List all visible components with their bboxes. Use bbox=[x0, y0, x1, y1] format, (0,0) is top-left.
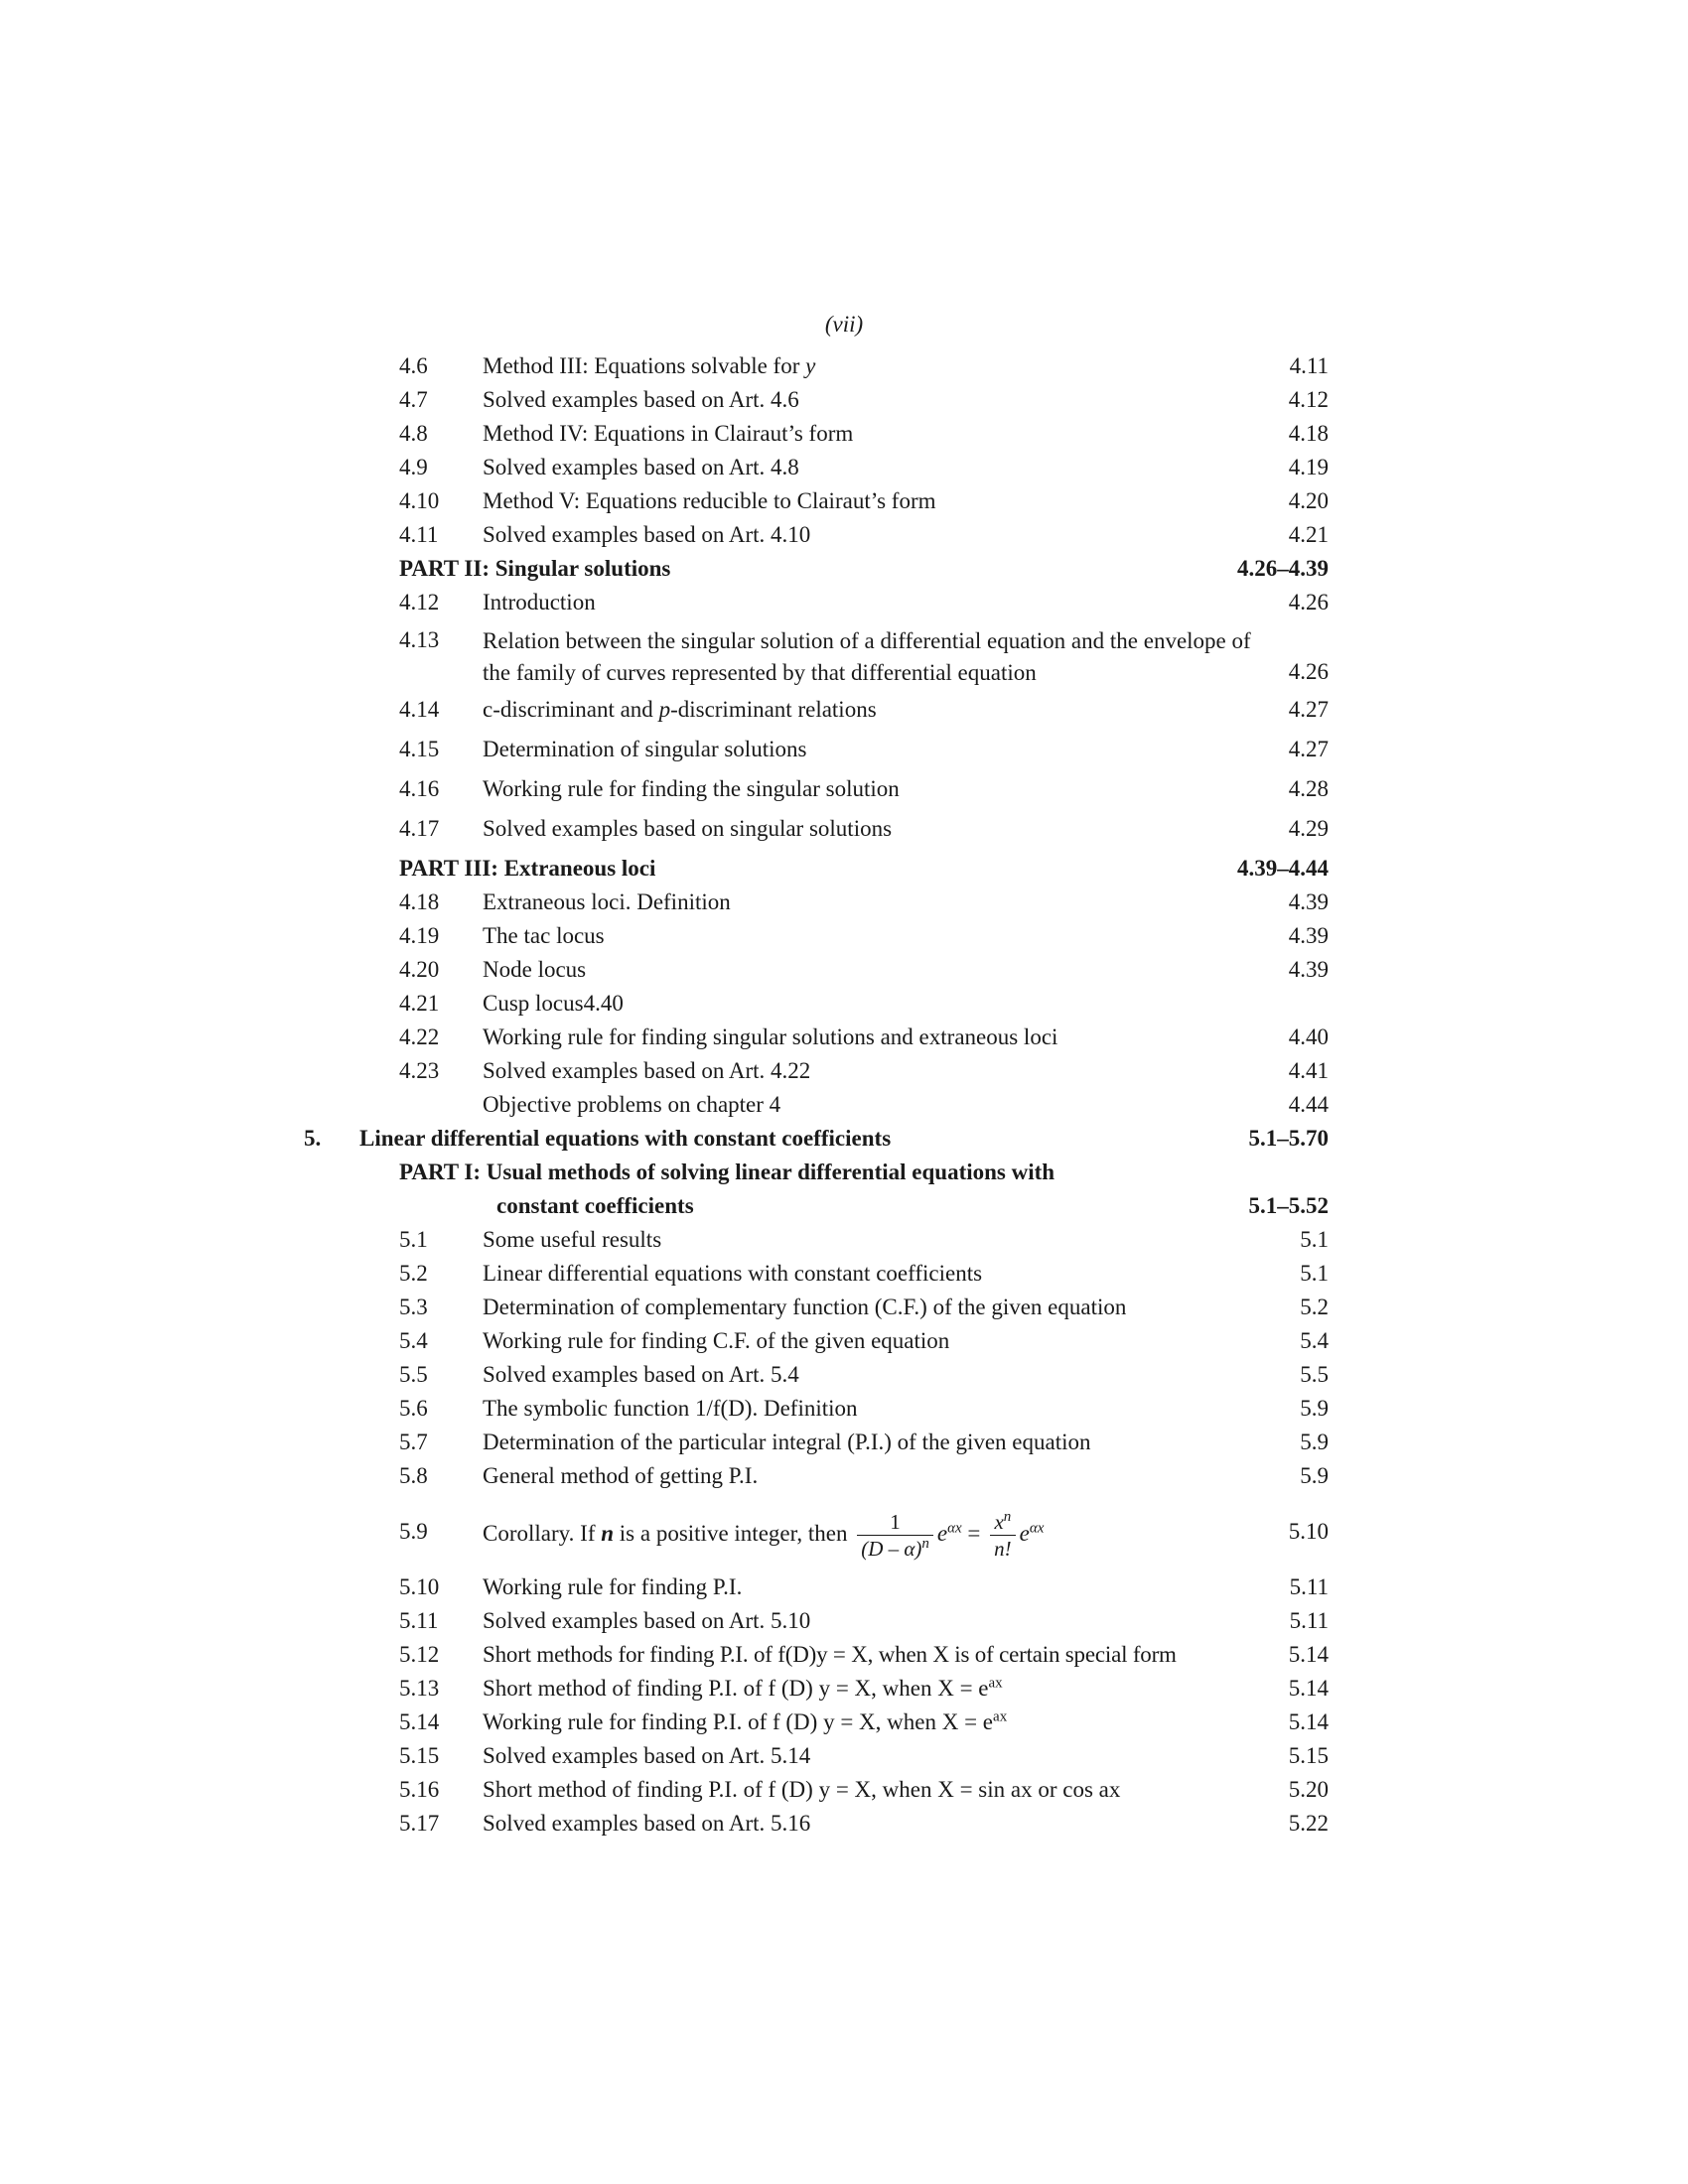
page-ref: 4.40 bbox=[1288, 1024, 1329, 1049]
part-heading bbox=[359, 1158, 1329, 1191]
section-number: 4.21 bbox=[399, 991, 440, 1016]
page-ref: 4.21 bbox=[1288, 522, 1329, 547]
section-title bbox=[483, 1707, 1273, 1737]
section-number: 4.23 bbox=[399, 1058, 440, 1083]
page-ref: 4.18 bbox=[1288, 421, 1329, 446]
section-number: 5.8 bbox=[399, 1463, 428, 1488]
section-number: 5.4 bbox=[399, 1328, 428, 1353]
section-title: Method V: Equations reducible to Clairaut’s form bbox=[483, 488, 936, 513]
fraction-denominator: n! bbox=[994, 1537, 1012, 1562]
page-ref: 5.9 bbox=[1300, 1396, 1329, 1421]
page-ref: 4.12 bbox=[1288, 387, 1329, 412]
toc-entry bbox=[359, 625, 1329, 689]
section-number: 5.5 bbox=[399, 1362, 428, 1387]
chapter-number: 5. bbox=[304, 1126, 322, 1151]
page-ref: 4.41 bbox=[1288, 1058, 1329, 1083]
section-title: Solved examples based on Art. 5.14 bbox=[483, 1743, 811, 1768]
toc-entry bbox=[359, 695, 1329, 735]
toc-entry bbox=[359, 351, 1329, 385]
part-heading bbox=[359, 554, 1329, 588]
toc-entry bbox=[359, 989, 1329, 1023]
section-number: 4.17 bbox=[399, 816, 440, 841]
section-title: Solved examples based on Art. 5.4 bbox=[483, 1362, 799, 1387]
section-title: Solved examples based on Art. 4.8 bbox=[483, 455, 799, 479]
section-title: The symbolic function 1/f(D). Definition bbox=[483, 1396, 858, 1421]
exponent: ax bbox=[988, 1675, 1003, 1692]
section-number: 4.13 bbox=[399, 627, 440, 652]
section-number: 4.18 bbox=[399, 889, 440, 914]
exp-base: e bbox=[1019, 1521, 1030, 1546]
section-number: 5.3 bbox=[399, 1295, 428, 1319]
fraction-denominator bbox=[857, 1536, 933, 1562]
exponent: αx bbox=[947, 1520, 962, 1537]
section-title-text: c-discriminant and bbox=[483, 697, 659, 722]
section-title: Extraneous loci. Definition bbox=[483, 889, 731, 914]
section-title: Solved examples based on Art. 4.10 bbox=[483, 522, 811, 547]
page-ref: 4.44 bbox=[1288, 1092, 1329, 1117]
section-title-text: is a positive integer, then bbox=[614, 1521, 848, 1546]
page-ref: 5.14 bbox=[1288, 1642, 1329, 1667]
section-title: Short methods for finding P.I. of f(D)y = X, when X is of certain special form bbox=[483, 1642, 1177, 1667]
page-ref: 5.11 bbox=[1289, 1608, 1329, 1633]
toc-entry bbox=[359, 1394, 1329, 1428]
part-title: constant coefficients bbox=[496, 1193, 694, 1218]
section-number: 5.12 bbox=[399, 1642, 440, 1667]
section-title-text: Working rule for finding P.I. of f (D) y = X, when X = e bbox=[483, 1709, 994, 1734]
part-title: PART II: Singular solutions bbox=[399, 556, 671, 581]
page-ref: 4.26 bbox=[1288, 659, 1329, 684]
toc-entry bbox=[359, 453, 1329, 486]
section-number: 4.14 bbox=[399, 697, 440, 722]
page-ref: 5.20 bbox=[1288, 1777, 1329, 1802]
toc-entry bbox=[359, 1023, 1329, 1056]
section-title: Cusp locus4.40 bbox=[483, 991, 624, 1016]
exp-term bbox=[1020, 1521, 1045, 1546]
toc-entry bbox=[359, 887, 1329, 921]
page-ref: 4.11 bbox=[1289, 353, 1329, 378]
section-number: 4.11 bbox=[399, 522, 439, 547]
section-title-text: Short method of finding P.I. of f (D) y = X, when X = e bbox=[483, 1676, 989, 1701]
section-title: Working rule for finding singular solutions and extraneous loci bbox=[483, 1024, 1058, 1049]
page-range: 5.1–5.70 bbox=[1248, 1126, 1329, 1151]
section-number: 4.20 bbox=[399, 957, 440, 982]
section-number: 4.22 bbox=[399, 1024, 440, 1049]
fraction-numerator: 1 bbox=[857, 1509, 933, 1536]
section-title: Short method of finding P.I. of f (D) y = X, when X = sin ax or cos ax bbox=[483, 1777, 1121, 1802]
section-title: Determination of the particular integral (P.I.) of the given equation bbox=[483, 1430, 1091, 1454]
page-ref: 5.5 bbox=[1300, 1362, 1329, 1387]
toc-entry bbox=[359, 1428, 1329, 1461]
numerator-text: x bbox=[994, 1510, 1004, 1535]
part-title: PART III: Extraneous loci bbox=[399, 856, 656, 881]
section-title: Solved examples based on singular solutions bbox=[483, 816, 893, 841]
exponent: ax bbox=[993, 1708, 1008, 1725]
denominator-text: (D – α) bbox=[861, 1537, 922, 1562]
section-number: 5.15 bbox=[399, 1743, 440, 1768]
page-ref: 4.28 bbox=[1288, 776, 1329, 801]
section-title: Determination of complementary function (C.F.) of the given equation bbox=[483, 1295, 1127, 1319]
page-number: (vii) bbox=[824, 312, 864, 337]
chapter-heading bbox=[304, 1124, 1329, 1158]
section-number: 4.7 bbox=[399, 387, 428, 412]
toc-entry bbox=[359, 1259, 1329, 1293]
toc-entry bbox=[359, 486, 1329, 520]
toc-entry-formula bbox=[359, 1495, 1329, 1572]
page-ref: 5.9 bbox=[1300, 1430, 1329, 1454]
page-ref: 5.4 bbox=[1300, 1328, 1329, 1353]
part-title: PART I: Usual methods of solving linear differential equations with bbox=[399, 1160, 1055, 1184]
toc-entry bbox=[359, 1707, 1329, 1741]
fraction-numerator bbox=[990, 1509, 1016, 1536]
section-number: 5.2 bbox=[399, 1261, 428, 1286]
toc-entry bbox=[359, 921, 1329, 955]
toc-entry bbox=[359, 1056, 1329, 1090]
page-ref: 4.26 bbox=[1288, 590, 1329, 614]
toc-entry bbox=[359, 1572, 1329, 1606]
math-variable: p bbox=[658, 697, 671, 722]
section-title: The tac locus bbox=[483, 923, 605, 948]
page-range: 5.1–5.52 bbox=[1248, 1193, 1329, 1218]
section-number: 5.17 bbox=[399, 1811, 440, 1836]
section-title: Working rule for finding the singular solution bbox=[483, 776, 900, 801]
page-ref: 4.19 bbox=[1288, 455, 1329, 479]
page-ref: 5.22 bbox=[1288, 1811, 1329, 1836]
section-title-text: -discriminant relations bbox=[670, 697, 877, 722]
toc-entry bbox=[359, 520, 1329, 554]
page-ref: 4.39 bbox=[1288, 923, 1329, 948]
math-variable: y bbox=[805, 353, 816, 378]
toc-entry bbox=[359, 1326, 1329, 1360]
section-title-text: Method III: Equations solvable for bbox=[483, 353, 806, 378]
section-title-text: Corollary. If bbox=[483, 1521, 602, 1546]
section-number: 4.6 bbox=[399, 353, 428, 378]
page-ref: 4.39 bbox=[1288, 957, 1329, 982]
part-heading-continued bbox=[359, 1191, 1329, 1225]
toc-entry bbox=[359, 1090, 1329, 1124]
table-of-contents bbox=[304, 351, 1329, 1843]
toc-entry bbox=[359, 1674, 1329, 1707]
section-title: Some useful results bbox=[483, 1227, 662, 1252]
exponent: n bbox=[1003, 1509, 1012, 1526]
part-heading bbox=[359, 854, 1329, 887]
toc-entry bbox=[359, 1640, 1329, 1674]
section-title: Working rule for finding P.I. bbox=[483, 1574, 743, 1599]
chapter-title: Linear differential equations with constant coefficients bbox=[359, 1126, 892, 1151]
page-range: 4.39–4.44 bbox=[1237, 856, 1329, 881]
section-title: Method IV: Equations in Clairaut’s form bbox=[483, 421, 854, 446]
page-ref: 4.27 bbox=[1288, 737, 1329, 761]
page-range: 4.26–4.39 bbox=[1237, 556, 1329, 581]
section-number: 5.9 bbox=[399, 1519, 428, 1544]
toc-entry bbox=[359, 385, 1329, 419]
page-ref: 5.1 bbox=[1300, 1261, 1329, 1286]
section-title bbox=[483, 351, 1273, 381]
section-title bbox=[483, 695, 1273, 725]
section-number: 5.16 bbox=[399, 1777, 440, 1802]
section-title: Determination of singular solutions bbox=[483, 737, 807, 761]
section-number: 4.9 bbox=[399, 455, 428, 479]
math-variable: n bbox=[601, 1521, 615, 1546]
section-title: Solved examples based on Art. 5.10 bbox=[483, 1608, 811, 1633]
section-title: Solved examples based on Art. 4.22 bbox=[483, 1058, 811, 1083]
page-ref: 5.1 bbox=[1300, 1227, 1329, 1252]
section-number: 4.16 bbox=[399, 776, 440, 801]
section-number: 4.8 bbox=[399, 421, 428, 446]
toc-entry bbox=[359, 814, 1329, 854]
toc-entry bbox=[359, 955, 1329, 989]
page-ref: 5.10 bbox=[1288, 1519, 1329, 1544]
section-title bbox=[483, 1495, 1273, 1572]
section-number: 5.13 bbox=[399, 1676, 440, 1701]
section-number: 5.14 bbox=[399, 1709, 440, 1734]
page-ref: 5.9 bbox=[1300, 1463, 1329, 1488]
section-number: 4.15 bbox=[399, 737, 440, 761]
exp-term bbox=[937, 1521, 962, 1546]
page-ref: 5.14 bbox=[1288, 1676, 1329, 1701]
toc-entry bbox=[359, 1809, 1329, 1843]
exponent: n bbox=[921, 1536, 929, 1553]
section-title: Solved examples based on Art. 4.6 bbox=[483, 387, 799, 412]
section-number: 4.10 bbox=[399, 488, 440, 513]
toc-entry bbox=[359, 588, 1329, 621]
section-number: 4.19 bbox=[399, 923, 440, 948]
section-number: 5.11 bbox=[399, 1608, 439, 1633]
page-ref: 5.14 bbox=[1288, 1709, 1329, 1734]
toc-entry bbox=[359, 1741, 1329, 1775]
section-title: Solved examples based on Art. 5.16 bbox=[483, 1811, 811, 1836]
toc-entry bbox=[359, 1360, 1329, 1394]
section-title: Relation between the singular solution of a differential equation and the envelope of the family of curves represented by that differential equation bbox=[483, 628, 1251, 685]
section-title: General method of getting P.I. bbox=[483, 1463, 759, 1488]
section-number: 4.12 bbox=[399, 590, 440, 614]
section-title: Working rule for finding C.F. of the given equation bbox=[483, 1328, 950, 1353]
toc-entry bbox=[359, 735, 1329, 774]
section-number: 5.7 bbox=[399, 1430, 428, 1454]
toc-entry bbox=[359, 1225, 1329, 1259]
toc-entry bbox=[359, 419, 1329, 453]
section-title bbox=[483, 1674, 1273, 1704]
page-ref: 4.27 bbox=[1288, 697, 1329, 722]
toc-entry bbox=[359, 1293, 1329, 1326]
section-number: 5.6 bbox=[399, 1396, 428, 1421]
page-ref: 5.2 bbox=[1300, 1295, 1329, 1319]
section-title: Introduction bbox=[483, 590, 596, 614]
fraction bbox=[857, 1509, 933, 1562]
toc-entry bbox=[359, 1461, 1329, 1495]
fraction bbox=[990, 1509, 1016, 1562]
exp-base: e bbox=[936, 1521, 948, 1546]
page-ref: 5.15 bbox=[1288, 1743, 1329, 1768]
page-ref: 4.20 bbox=[1288, 488, 1329, 513]
exponent: αx bbox=[1029, 1520, 1045, 1537]
section-title: Node locus bbox=[483, 957, 587, 982]
equals-sign: = bbox=[967, 1521, 981, 1546]
section-title: Linear differential equations with constant coefficients bbox=[483, 1261, 983, 1286]
section-title: Objective problems on chapter 4 bbox=[483, 1092, 781, 1117]
toc-entry bbox=[359, 774, 1329, 814]
section-number: 5.1 bbox=[399, 1227, 428, 1252]
page-ref: 4.39 bbox=[1288, 889, 1329, 914]
page-ref: 5.11 bbox=[1289, 1574, 1329, 1599]
page-ref: 4.29 bbox=[1288, 816, 1329, 841]
toc-entry bbox=[359, 1606, 1329, 1640]
section-number: 5.10 bbox=[399, 1574, 440, 1599]
toc-entry bbox=[359, 1775, 1329, 1809]
